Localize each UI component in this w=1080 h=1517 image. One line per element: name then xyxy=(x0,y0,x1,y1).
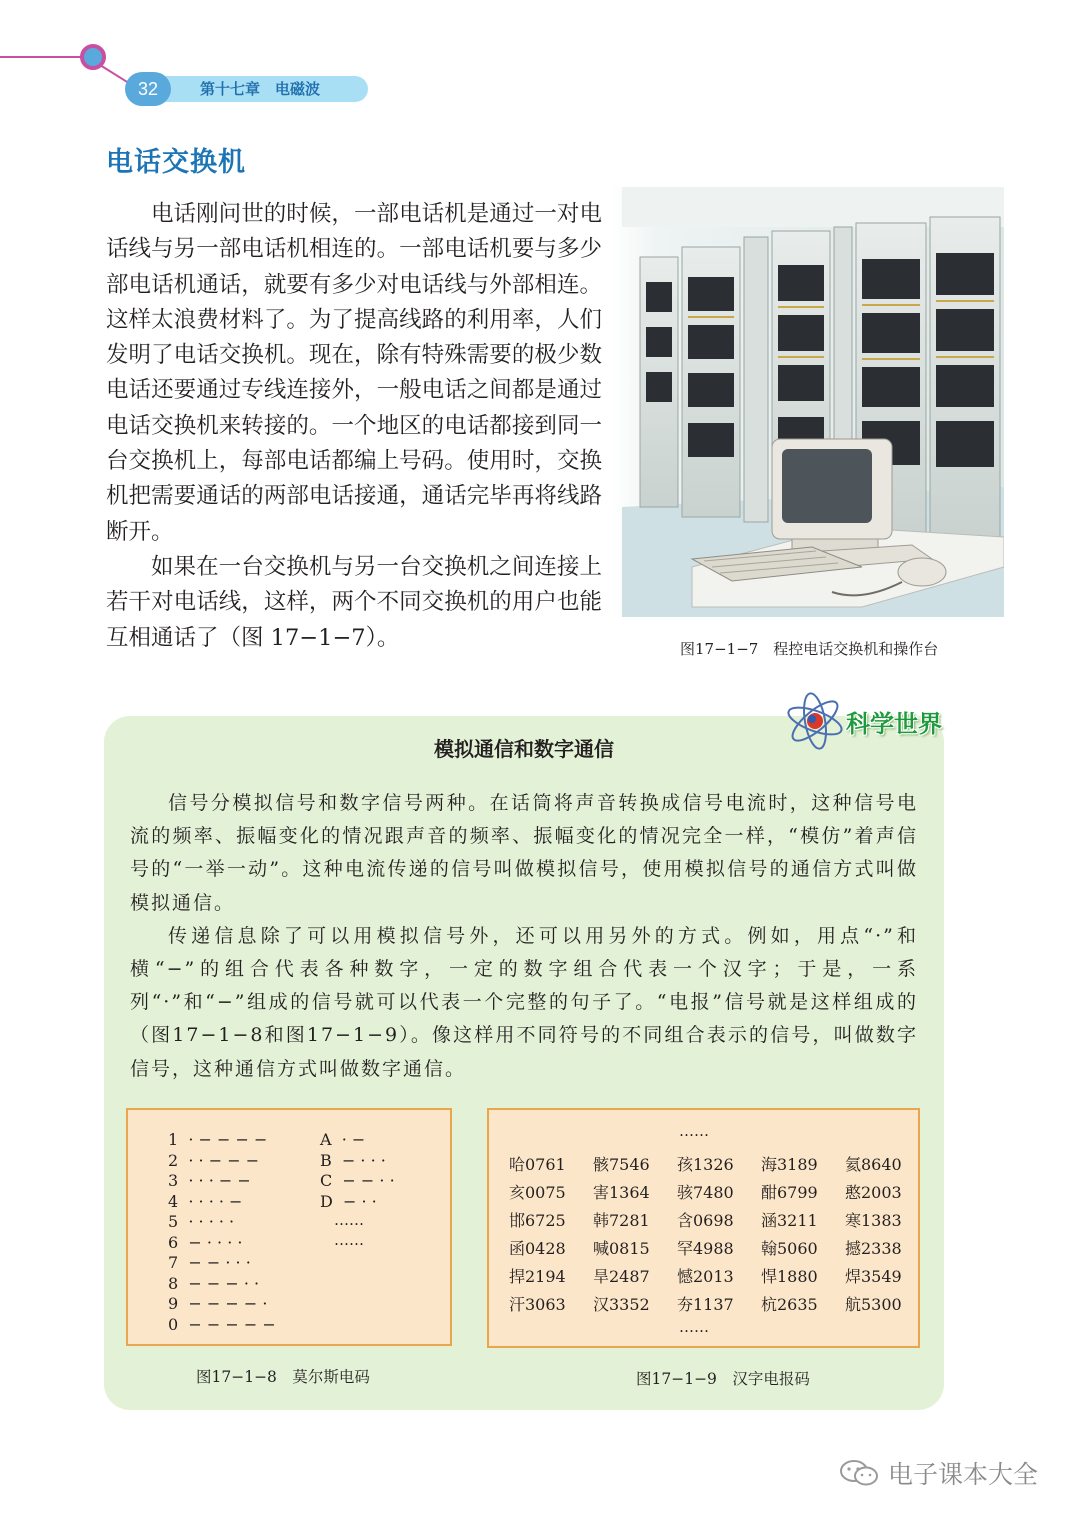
morse-digit-row: 0 − − − − − xyxy=(168,1314,276,1334)
footer-brand-text: 电子课本大全 xyxy=(888,1460,1039,1489)
code-cell: 汉3352 xyxy=(593,1295,650,1314)
morse-digit-row: 2 · · − − − xyxy=(168,1150,260,1170)
exchange-photo xyxy=(612,187,1004,617)
morse-digit-row: 5 · · · · · xyxy=(168,1212,235,1231)
code-cell: 喊0815 xyxy=(593,1239,650,1258)
code-cell: 寒1383 xyxy=(845,1211,902,1230)
code-cell: 汗3063 xyxy=(509,1295,566,1314)
chapter-title: 第十七章 电磁波 xyxy=(200,80,321,98)
code-cell: 骇7480 xyxy=(677,1183,734,1202)
science-world-badge: 科学世界 xyxy=(846,710,942,738)
footer-brand xyxy=(838,1455,1038,1491)
box-title: 模拟通信和数字通信 xyxy=(434,737,614,761)
code-cell: 函0428 xyxy=(509,1239,566,1258)
code-cell: 航5300 xyxy=(845,1295,902,1314)
code-cell: 韩7281 xyxy=(593,1211,650,1230)
morse-letter-row: D − · · xyxy=(320,1191,377,1211)
page-number: 32 xyxy=(125,72,171,106)
morse-letter-row: A · − xyxy=(320,1130,366,1149)
ellipsis: …… xyxy=(334,1211,364,1229)
code-cell: 罕4988 xyxy=(677,1239,734,1258)
code-cell: 邯6725 xyxy=(509,1211,566,1230)
code-cell: 酣6799 xyxy=(761,1183,818,1202)
code-cell: 捍2194 xyxy=(509,1267,566,1286)
code-cell: 海3189 xyxy=(761,1155,818,1174)
morse-digit-row: 4 · · · · − xyxy=(168,1191,243,1211)
code-cell: 害1364 xyxy=(593,1183,650,1202)
telegraph-caption: 图17−1−9 汉字电报码 xyxy=(636,1370,810,1388)
code-cell: 焊3549 xyxy=(845,1267,902,1286)
code-cell: 骸7546 xyxy=(593,1155,650,1174)
code-cell: 哈0761 xyxy=(509,1155,566,1174)
code-cell: 杭2635 xyxy=(761,1295,818,1314)
code-cell: 憾2013 xyxy=(677,1267,734,1286)
code-cell: 孩1326 xyxy=(677,1155,734,1174)
code-cell: 氦8640 xyxy=(845,1155,902,1174)
paragraph: 信号分模拟信号和数字信号两种。在话筒将声音转换成信号电流时，这种信号电流的频率、振幅变化的情况跟声音的频率、振幅变化的情况完全一样，“模仿”着声信号的“一举一动”。这种电流传递的信号叫做模拟信号，使用模拟信号的通信方式叫做模拟通信。 xyxy=(130,792,918,914)
code-cell: 亥0075 xyxy=(509,1183,566,1202)
paragraph: 传递信息除了可以用模拟信号外，还可以用另外的方式。例如，用点“·”和横“−”的组合代表各种数字，一定的数字组合代表一个汉字；于是，一系列“·”和“−”组成的信号就可以代表一个完整的句子了。“电报”信号就是这样组成的（图17−1−8和图17−1−9）。像这样用不同符号的不同组合表示的信号，叫做数字信号，这种通信方式叫做数字通信。 xyxy=(130,924,918,1080)
morse-digit-row: 8 − − − · · xyxy=(168,1273,260,1293)
morse-digit-row: 1 · − − − − xyxy=(168,1130,268,1149)
header-circle-icon xyxy=(80,44,106,70)
header-line xyxy=(0,56,90,58)
ellipsis: …… xyxy=(679,1122,709,1140)
code-cell: 含0698 xyxy=(677,1211,734,1230)
morse-caption: 图17−1−8 莫尔斯电码 xyxy=(196,1368,370,1386)
code-cell: 夯1137 xyxy=(677,1295,734,1314)
code-cell: 旱2487 xyxy=(593,1267,650,1286)
paragraph: 电话刚问世的时候，一部电话机是通过一对电话线与另一部电话机相连的。一部电话机要与多少部电话机通话，就要有多少对电话线与外部相连。这样太浪费材料了。为了提高线路的利用率，人们发明了电话交换机。现在，除有特殊需要的极少数电话还要通过专线连接外，一般电话之间都是通过电话交换机来转接的。一个地区的电话都接到同一台交换机上，每部电话都编上号码。使用时，交换机把需要通话的两部电话接通，通话完毕再将线路断开。 xyxy=(106,201,602,545)
code-cell: 悍1880 xyxy=(761,1267,818,1286)
photo-caption: 图17−1−7 程控电话交换机和操作台 xyxy=(680,640,939,658)
ellipsis: …… xyxy=(334,1231,364,1249)
morse-digit-row: 3 · · · − − xyxy=(168,1171,251,1190)
paragraph: 如果在一台交换机与另一台交换机之间连接上若干对电话线，这样，两个不同交换机的用户也能互相通话了（图 17−1−7）。 xyxy=(106,553,602,651)
ellipsis: …… xyxy=(679,1318,709,1336)
morse-letter-row: C − − · · xyxy=(320,1171,395,1190)
section-title: 电话交换机 xyxy=(106,147,246,178)
morse-digit-row: 7 − − · · · xyxy=(168,1253,251,1272)
box-body xyxy=(130,787,918,1086)
morse-digit-row: 9 − − − − · xyxy=(168,1294,268,1313)
section-body xyxy=(106,197,602,656)
code-cell: 翰5060 xyxy=(761,1239,818,1258)
morse-digit-row: 6 − · · · · xyxy=(168,1232,243,1252)
morse-code-panel xyxy=(126,1108,452,1346)
morse-letter-row: B − · · · xyxy=(320,1150,386,1170)
code-cell: 憨2003 xyxy=(845,1183,902,1202)
telegraph-code-panel xyxy=(487,1108,920,1348)
code-cell: 撼2338 xyxy=(845,1239,902,1258)
wechat-icon xyxy=(838,1458,882,1488)
code-cell: 涵3211 xyxy=(761,1211,818,1230)
